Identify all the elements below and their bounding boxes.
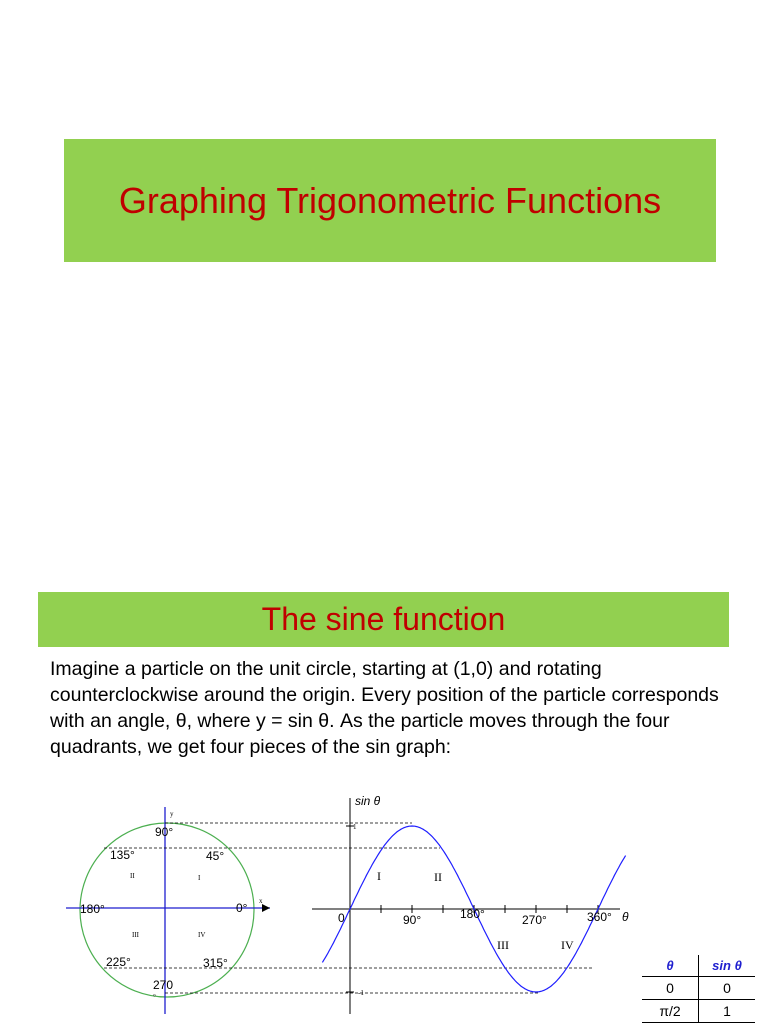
table-cell: 1 bbox=[723, 1003, 731, 1019]
angle-label-315: 315° bbox=[203, 956, 228, 970]
x-tick-label-0: 0 bbox=[338, 911, 345, 925]
circle-quadrant-2: II bbox=[130, 872, 135, 880]
angle-degree-mark: ° bbox=[153, 993, 156, 1001]
section-heading: The sine function bbox=[261, 601, 506, 637]
x-axis-arrow-icon bbox=[262, 904, 270, 912]
y-tick-label-1: 1 bbox=[353, 823, 357, 831]
unit-circle bbox=[80, 823, 254, 997]
table-cell: 0 bbox=[723, 980, 731, 996]
angle-label-225: 225° bbox=[106, 955, 131, 969]
y-tick-label-neg1: -1 bbox=[358, 989, 364, 997]
table-row bbox=[642, 977, 755, 1000]
angle-label-45: 45° bbox=[206, 849, 225, 863]
angle-label-270: 270 bbox=[153, 978, 174, 992]
table-row bbox=[642, 1000, 755, 1023]
circle-y-axis-label: y bbox=[170, 810, 174, 818]
circle-quadrant-4: IV bbox=[198, 931, 206, 939]
values-table-header-theta: θ bbox=[642, 955, 699, 977]
graph-region-I: I bbox=[377, 869, 381, 883]
graph-region-III: III bbox=[497, 938, 509, 952]
angle-label-90: 90° bbox=[155, 825, 174, 839]
table-cell: 0 bbox=[642, 977, 699, 1000]
sine-graph bbox=[312, 794, 629, 1014]
graph-y-label: sin θ bbox=[355, 794, 381, 808]
slide-title: Graphing Trigonometric Functions bbox=[118, 179, 662, 221]
graph-x-label: θ bbox=[622, 910, 629, 924]
description-paragraph: Imagine a particle on the unit circle, starting at (1,0) and rotating counterclockwise around the origin. Every position of the particle corresponds with an angle, θ, where y = sin θ. As the particle moves through the four quadrants, we get four pieces of the sin graph: bbox=[50, 658, 719, 758]
section-banner bbox=[38, 592, 729, 647]
angle-label-180: 180° bbox=[80, 902, 105, 916]
angle-label-0: 0° bbox=[236, 901, 248, 915]
graph-region-II: II bbox=[434, 870, 442, 884]
x-tick-label-90: 90° bbox=[403, 913, 422, 927]
circle-x-axis-label: x bbox=[259, 897, 263, 905]
circle-quadrant-3: III bbox=[132, 931, 139, 939]
unit-circle-diagram bbox=[66, 807, 270, 1014]
table-cell: π/2 bbox=[642, 1000, 699, 1023]
angle-label-135: 135° bbox=[110, 848, 135, 862]
circle-quadrant-1: I bbox=[198, 874, 201, 882]
values-table-header-sin: sin θ bbox=[712, 958, 742, 973]
graph-region-IV: IV bbox=[561, 938, 574, 952]
x-tick-label-180: 180° bbox=[460, 907, 485, 921]
values-table-header-row bbox=[642, 955, 755, 977]
values-table bbox=[642, 955, 755, 1023]
x-tick-label-270: 270° bbox=[522, 913, 547, 927]
title-banner bbox=[64, 139, 716, 262]
x-tick-label-360: 360° bbox=[587, 910, 612, 924]
